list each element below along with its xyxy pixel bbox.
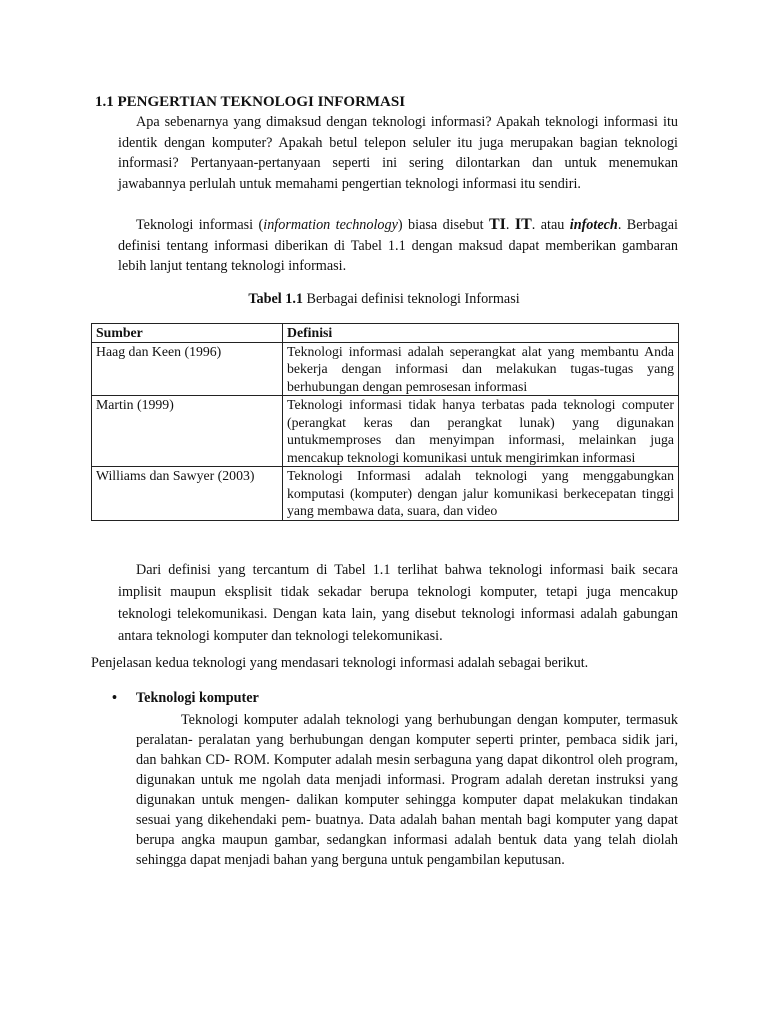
bullet-symbol: • [112, 690, 117, 706]
paragraph-conclusion [118, 559, 678, 647]
abbr-it: IT [514, 216, 532, 233]
italic-term: information technology [263, 217, 398, 233]
cell-definition: Teknologi informasi tidak hanya terbatas pada teknologi computer (perangkat keras dan perangkat lunak) yang digunakan untukmemproses dan menyimpan informasi, melainkan juga mencakup teknologi komunikasi untuk mengirimkan informasi [283, 396, 679, 467]
cell-source: Haag dan Keen (1996) [92, 342, 283, 396]
table-header-row [92, 324, 679, 343]
header-definisi: Definisi [283, 324, 679, 343]
paragraph-transition: Penjelasan kedua teknologi yang mendasari teknologi informasi adalah sebagai berikut. [91, 655, 589, 671]
header-sumber: Sumber [92, 324, 283, 343]
table-row [92, 396, 679, 467]
text-fragment: Teknologi informasi ( [136, 217, 264, 233]
paragraph-intro [118, 112, 678, 194]
text-fragment: . [505, 217, 515, 233]
table-row [92, 342, 679, 396]
text-fragment: . Berbagai definisi tentang informasi diberikan di Tabel 1.1 dengan maksud dapat memberikan gambaran lebih lanjut tentang teknologi informasi. [118, 217, 678, 274]
table-caption [0, 289, 768, 310]
section-heading: 1.1 PENGERTIAN TEKNOLOGI INFORMASI [95, 94, 406, 110]
table-row [92, 467, 679, 521]
cell-source: Williams dan Sawyer (2003) [92, 467, 283, 521]
text-fragment: . atau [531, 217, 570, 233]
paragraph-computer-tech [136, 710, 678, 870]
text-fragment: ) biasa disebut [397, 217, 489, 233]
cell-definition: Teknologi informasi adalah seperangkat alat yang membantu Anda bekerja dengan informasi dan melakukan tugas-tugas yang berhubungan dengan pemrosesan informasi [283, 342, 679, 396]
table-caption-text: Berbagai definisi teknologi Informasi [302, 291, 520, 307]
paragraph-computer-tech-text: Teknologi komputer adalah teknologi yang berhubungan dengan komputer, termasuk peralatan- peralatan yang berhubungan dengan komputer seperti printer, pembaca sidik jari, dan bahkan CD- ROM. Komputer adalah mesin serbaguna yang dapat dikontrol oleh program, digunakan untuk me ngolah data menjadi informasi. Program adalah deretan instruksi yang digunakan untuk mengen- dalikan komputer sehingga komputer dapat melakukan tindakan sesuai yang dikehendaki pem- buatnya. Data adalah bahan mentah bagi komputer yang dapat berupa angka maupun gambar, sedangkan informasi adalah bentuk data yang telah diolah sehingga dapat menjadi bahan yang berguna untuk pengambilan keputusan. [136, 712, 678, 868]
paragraph-conclusion-text: Dari definisi yang tercantum di Tabel 1.1 terlihat bahwa teknologi informasi baik secara implisit maupun eksplisit tidak sekadar berupa teknologi komputer, tetapi juga mencakup teknologi telekomunikasi. Dengan kata lain, yang disebut teknologi informasi adalah gabungan antara teknologi komputer dan teknologi telekomunikasi. [118, 562, 678, 644]
bullet-heading [112, 688, 259, 709]
bullet-title: Teknologi komputer [136, 690, 259, 706]
table-caption-label: Tabel 1.1 [248, 291, 303, 307]
paragraph-definition-intro [118, 215, 678, 277]
abbr-ti: TI [488, 216, 506, 233]
cell-source: Martin (1999) [92, 396, 283, 467]
cell-definition: Teknologi Informasi adalah teknologi yang menggabungkan komputasi (komputer) dengan jalur komunikasi berkecepatan tinggi yang membawa data, suara, dan video [283, 467, 679, 521]
paragraph-intro-text: Apa sebenarnya yang dimaksud dengan teknologi informasi? Apakah teknologi informasi itu identik dengan komputer? Apakah betul telepon seluler itu juga merupakan bagian teknologi informasi? Pertanyaan-pertanyaan seperti ini sering dilontarkan dan untuk menemukan jawabannya perlulah untuk memahami pengertian teknologi informasi itu sendiri. [118, 114, 678, 192]
abbr-infotech: infotech [569, 217, 618, 233]
definition-table [91, 323, 679, 521]
